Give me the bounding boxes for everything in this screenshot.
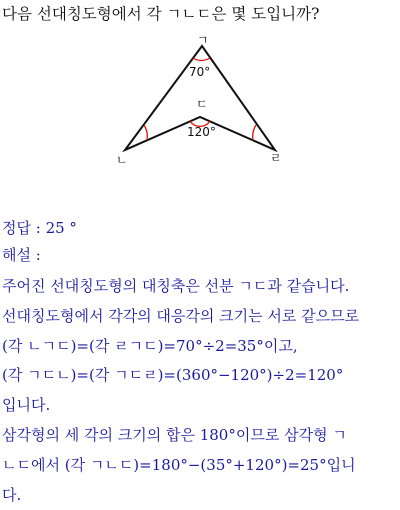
top-angle-arc [193, 58, 210, 60]
label-middle: ㄷ [196, 97, 208, 111]
label-right: ㄹ [270, 151, 282, 165]
explanation-body [2, 272, 400, 510]
angle-top-value: 70° [189, 65, 211, 79]
question-text: 다음 선대칭도형에서 각 ㄱㄴㄷ은 몇 도입니까? [2, 5, 320, 23]
explanation-line: 선대칭도형에서 각각의 대응각의 크기는 서로 같으므로 [2, 306, 360, 325]
angle-middle-value: 120° [187, 125, 216, 139]
explanation-line: 입니다. [2, 396, 51, 415]
label-top: ㄱ [197, 33, 209, 47]
right-angle-arc [253, 125, 256, 140]
explanation-line: (각 ㄴㄱㄷ)=(각 ㄹㄱㄷ)=70°÷2=35°이고, [2, 336, 298, 355]
symmetric-figure [0, 0, 400, 180]
explanation-line: 삼각형의 세 각의 크기의 합은 180°이므로 삼각형 ㄱ [2, 425, 347, 444]
answer-line: 정답 : 25 ° [2, 219, 77, 237]
explanation-line: 다. [2, 485, 22, 504]
left-angle-arc [144, 125, 147, 140]
label-left: ㄴ [116, 153, 128, 167]
explanation-line: 주어진 선대칭도형의 대칭축은 선분 ㄱㄷ과 같습니다. [2, 277, 350, 295]
explanation-line: ㄴㄷ에서 (각 ㄱㄴㄷ)=180°−(35°+120°)=25°입니 [2, 455, 356, 474]
explanation-line: (각 ㄱㄷㄴ)=(각 ㄱㄷㄹ)=(360°−120°)÷2=120° [2, 366, 344, 385]
explanation-heading: 해설 : [2, 246, 41, 264]
